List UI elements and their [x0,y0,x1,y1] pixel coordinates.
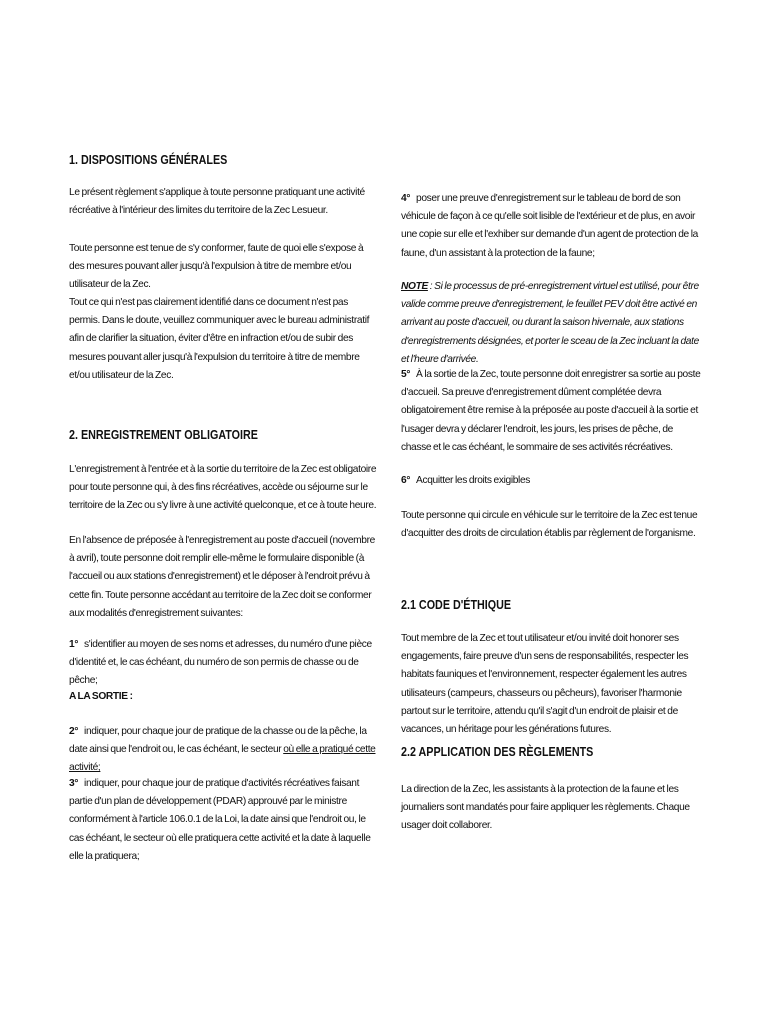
list-item-3-number: 3° [69,778,79,789]
list-item-2-text: indiquer, pour chaque jour de pratique de la chasse ou de la pêche, la date ainsi que l'endroit ou, le cas échéant, le secteur [69,726,367,756]
list-item-6-text: Acquitter les droits exigibles [416,475,531,486]
list-item-2-underlined-text: où elle a pratiqué cette activité; [69,744,376,774]
list-item-3-text: indiquer, pour chaque jour de pratique d'activités récréatives faisant partie d'un plan de développement (PDAR) approuvé par le ministre conformément à l'article 106.0.1 de la Loi, la date ainsi que l'endroit ou, le cas échéant, le secteur où elle pratiquera cette activité et la date à laquelle elle la pratiquera; [69,778,371,862]
list-item-3 [69,775,379,866]
vehicle-fees-paragraph: Toute personne qui circule en véhicule sur le territoire de la Zec est tenue d'acquitter des droits de circulation établis par règlement de l'organisme. [401,510,698,540]
list-item-6 [401,472,703,490]
sortie-label: A LA SORTIE : [69,691,133,702]
note-paragraph [401,278,703,369]
list-item-5 [401,366,703,457]
list-item-1 [69,636,379,691]
section-2-paragraph-1: L'enregistrement à l'entrée et à la sortie du territoire de la Zec est obligatoire pour toute personne qui, à des fins récréatives, accède ou séjourne sur le territoire de la Zec ou s'y livre à une activité quelconque, et ce à toute heure. [69,464,377,512]
list-item-5-number: 5° [401,369,411,380]
list-item-1-number: 1° [69,639,79,650]
section-2-heading: 2. ENREGISTREMENT OBLIGATOIRE [69,428,258,442]
section-2-2-heading: 2.2 APPLICATION DES RÈGLEMENTS [401,745,594,759]
note-label: NOTE [401,281,428,292]
section-2-paragraph-2: En l'absence de préposée à l'enregistrement au poste d'accueil (novembre à avril), toute personne doit remplir elle-même le formulaire disponible (à l'accueil ou aux stations d'enregistrement) et le déposer à l'endroit prévu à cette fin. Toute personne accédant au territoire de la Zec doit se conformer aux modalités d'enregistrement suivantes: [69,535,375,619]
section-1-paragraph-3: Tout ce qui n'est pas clairement identifié dans ce document n'est pas permis. Dans le doute, veuillez communiquer avec le bureau administratif afin de clarifier la situation, éviter d'être en infraction et/ou de subir des mesures pouvant aller jusqu'à l'expulsion du territoire à titre de membre et/ou utilisateur de la Zec. [69,297,370,381]
section-1-paragraph-2: Toute personne est tenue de s'y conformer, faute de quoi elle s'expose à des mesures pouvant aller jusqu'à l'expulsion à titre de membre et/ou utilisateur de la Zec. [69,243,364,291]
section-1-paragraph-1: Le présent règlement s'applique à toute personne pratiquant une activité récréative à l'intérieur des limites du territoire de la Zec Lesueur. [69,187,365,217]
list-item-4 [401,190,703,263]
section-2-1-heading: 2.1 CODE D'ÉTHIQUE [401,598,512,612]
list-item-1-text: s'identifier au moyen de ses noms et adresses, du numéro d'une pièce d'identité et, le cas échéant, du numéro de son permis de chasse ou de pêche; [69,639,372,687]
list-item-5-text: À la sortie de la Zec, toute personne doit enregistrer sa sortie au poste d'accueil. Sa preuve d'enregistrement dûment complétée devra obligatoirement être remise à la préposée au poste d'accueil à la sortie et l'usager devra y déclarer l'endroit, les jours, les prises de pêche, de chasse et le cas échéant, le sommaire de ses activités récréatives. [401,369,701,453]
note-text: : Si le processus de pré-enregistrement virtuel est utilisé, pour être valide comme preuve d'enregistrement, le feuillet PEV doit être activé en arrivant au poste d'accueil, ou durant la saison hivernale, aux stations d'enregistrements désignées, et porter le sceau de la Zec incluant la date et l'heure d'arrivée. [401,281,699,365]
list-item-6-number: 6° [401,475,411,486]
list-item-2-number: 2° [69,726,79,737]
list-item-4-number: 4° [401,193,411,204]
section-2-2-paragraph: La direction de la Zec, les assistants à la protection de la faune et les journaliers sont mandatés pour faire appliquer les règlements. Chaque usager doit collaborer. [401,784,690,832]
section-1-heading: 1. DISPOSITIONS GÉNÉRALES [69,153,228,167]
section-2-1-paragraph: Tout membre de la Zec et tout utilisateur et/ou invité doit honorer ses engagements, faire preuve d'un sens de responsabilités, respecter les habitats fauniques et l'environnement, respecter également les autres utilisateurs (campeurs, chasseurs ou pêcheurs), favoriser l'harmonie partout sur le territoire, attendu qu'il s'agit d'un endroit de plaisir et de vacances, un héritage pour les générations futures. [401,633,689,736]
list-item-4-text: poser une preuve d'enregistrement sur le tableau de bord de son véhicule de façon à ce qu'elle soit lisible de l'extérieur et de plus, en avoir une copie sur elle et l'exhiber sur demande d'un agent de protection de la faune, d'un assistant à la protection de la faune; [401,193,698,259]
list-item-2 [69,723,379,778]
